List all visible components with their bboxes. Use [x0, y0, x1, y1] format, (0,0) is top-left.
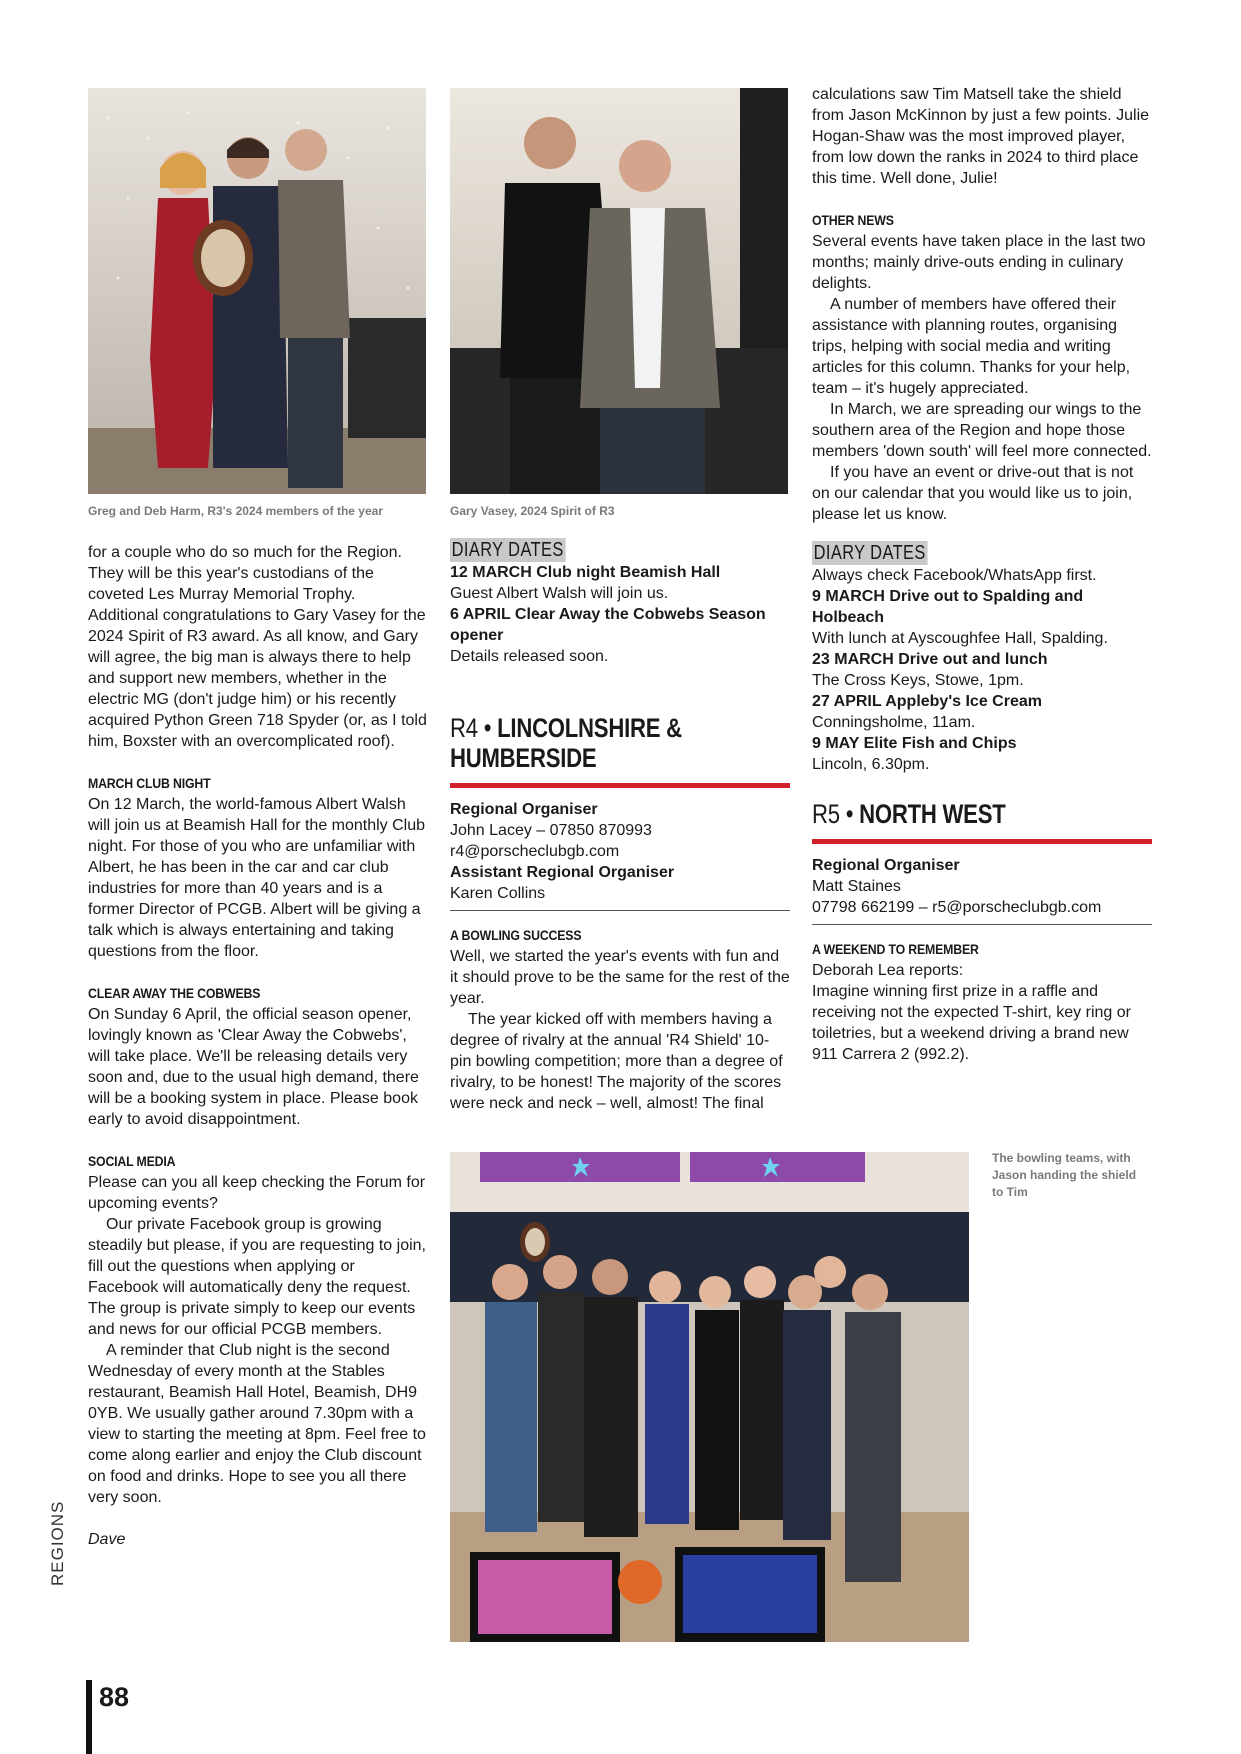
weekend-text-1: Deborah Lea reports:	[812, 962, 964, 979]
column-left	[88, 542, 428, 1550]
march-club-night-heading: MARCH CLUB NIGHT	[88, 775, 211, 791]
cobwebs-heading: CLEAR AWAY THE COBWEBS	[88, 985, 261, 1001]
column-middle	[450, 538, 790, 1114]
r4-organiser-label: Regional Organiser	[450, 801, 598, 818]
other-news-text-2: A number of members have offered their assistance with planning routes, organising trips, helping with social media and writing articles for this column. Thanks for your help, team – it's hugely appreciated.	[812, 296, 1131, 397]
other-news-heading: OTHER NEWS	[812, 212, 894, 228]
bowling-text-1: Well, we started the year's events with fun and it should prove to be the same for the rest of the year.	[450, 948, 790, 1007]
r4-assistant-name: Karen Collins	[450, 885, 546, 902]
diary-item-text: Details released soon.	[450, 648, 609, 665]
diary-item-title: 12 MARCH Club night Beamish Hall	[450, 564, 721, 581]
social-media-text-3: A reminder that Club night is the second Wednesday of every month at the Stables restaurant, Beamish Hall Hotel, Beamish, DH9 0YB. We usually gather around 7.30pm with a view to starting the meeting at 8pm. Feel free to come along earlier and enjoy the Club discount on food and drinks. Hope to see you all there very soon.	[88, 1342, 426, 1506]
social-media-text-1: Please can you all keep checking the Forum for upcoming events?	[88, 1174, 426, 1212]
diary-item-text: With lunch at Ayscoughfee Hall, Spalding.	[812, 630, 1108, 647]
diary-item-title: 9 MAY Elite Fish and Chips	[812, 735, 1017, 752]
r5-name: NORTH WEST	[859, 799, 1006, 829]
diary-item-title: 23 MARCH Drive out and lunch	[812, 651, 1048, 668]
cobwebs-text: On Sunday 6 April, the official season opener, lovingly known as 'Clear Away the Cobwebs', will take place. We'll be releasing details very soon and, due to the usual high demand, there will be a booking system in place. Please book early to avoid disappointment.	[88, 1006, 419, 1128]
diary-item-title: 9 MARCH Drive out to Spalding and Holbeach	[812, 588, 1084, 626]
diary-dates-label-r4: DIARY DATES	[813, 542, 926, 564]
r4-red-rule	[450, 783, 790, 788]
photo3-caption: The bowling teams, with Jason handing the shield to Tim	[992, 1151, 1137, 1199]
r5-thin-rule	[812, 924, 1152, 925]
other-news-text-3: In March, we are spreading our wings to the southern area of the Region and hope those members 'down south' will feel more connected.	[812, 401, 1152, 460]
r5-organiser-contact: 07798 662199 – r5@porscheclubgb.com	[812, 899, 1102, 916]
r4-assistant-label: Assistant Regional Organiser	[450, 864, 675, 881]
diary-dates-label-r3: DIARY DATES	[451, 539, 564, 561]
page-number: 88	[99, 1682, 130, 1712]
r5-heading	[812, 799, 1091, 829]
r4-organiser-line: John Lacey – 07850 870993	[450, 822, 652, 839]
section-side-label: REGIONS	[48, 1500, 67, 1586]
other-news-text-1: Several events have taken place in the last two months; mainly drive-outs ending in culinary delights.	[812, 233, 1146, 292]
r4-heading	[450, 713, 729, 773]
photo-award-presentation	[88, 88, 426, 494]
r4-number: R4 •	[450, 713, 492, 743]
r5-number: R5 •	[812, 799, 854, 829]
social-media-heading: SOCIAL MEDIA	[88, 1153, 176, 1169]
social-media-text-2: Our private Facebook group is growing steadily but please, if you are requesting to join, fill out the questions when applying or Facebook will automatically deny the request. The group is private simply to keep our events and news for our official PCGB members.	[88, 1216, 426, 1338]
bowling-text-2: The year kicked off with members having a degree of rivalry at the annual 'R4 Shield' 10-pin bowling competition; more than a degree of rivalry, to be honest! The majority of the scores were neck and neck – well, almost! The final	[450, 1011, 783, 1112]
diary-item-text: Lincoln, 6.30pm.	[812, 756, 930, 773]
photo1-caption: Greg and Deb Harm, R3's 2024 members of the year	[88, 504, 383, 518]
bowling-heading: A BOWLING SUCCESS	[450, 927, 582, 943]
march-club-night-text: On 12 March, the world-famous Albert Walsh will join us at Beamish Hall for the monthly Club night. For those of you who are unfamiliar with Albert, he has been in the car and car club industries for more than 40 years and is a former Director of PCGB. Albert will be giving a talk which is always entertaining and taking questions from the floor.	[88, 796, 426, 960]
photo-gary-vasey	[450, 88, 788, 494]
diary-item-title: 6 APRIL Clear Away the Cobwebs Season opener	[450, 606, 766, 644]
weekend-text-2: Imagine winning first prize in a raffle and receiving not the expected T-shirt, key ring or toiletries, but a weekend driving a brand new 911 Carrera 2 (992.2).	[812, 983, 1131, 1063]
r5-red-rule	[812, 839, 1152, 844]
r4-thin-rule	[450, 910, 790, 911]
column-right	[812, 84, 1152, 1065]
diary-item-text: Guest Albert Walsh will join us.	[450, 585, 669, 602]
other-news-text-4: If you have an event or drive-out that is not on our calendar that you would like us to join, please let us know.	[812, 464, 1134, 523]
diary-intro: Always check Facebook/WhatsApp first.	[812, 567, 1097, 584]
photo-bowling-teams	[450, 1152, 969, 1642]
r3-intro-text: for a couple who do so much for the Region. They will be this year's custodians of the coveted Les Murray Memorial Trophy. Additional congratulations to Gary Vasey for the 2024 Spirit of R3 award. As all know, and Gary will agree, the big man is always there to help and support new members, whether in the electric MG (don't judge him) or his recently acquired Python Green 718 Spyder (or, as I told him, Boxster with an overcomplicated roof).	[88, 544, 427, 750]
diary-item-text: The Cross Keys, Stowe, 1pm.	[812, 672, 1024, 689]
r4-organiser-email: r4@porscheclubgb.com	[450, 843, 620, 860]
photo2-caption: Gary Vasey, 2024 Spirit of R3	[450, 504, 615, 518]
r4-name: LINCOLNSHIRE & HUMBERSIDE	[450, 713, 682, 773]
diary-item-text: Conningsholme, 11am.	[812, 714, 976, 731]
r5-organiser-name: Matt Staines	[812, 878, 901, 895]
diary-item-title: 27 APRIL Appleby's Ice Cream	[812, 693, 1042, 710]
page-number-bar	[86, 1680, 92, 1754]
bowling-continued-text: calculations saw Tim Matsell take the shield from Jason McKinnon by just a few points. Julie Hogan-Shaw was the most improved player, from low down the ranks in 2024 to third place this time. Well done, Julie!	[812, 86, 1150, 187]
r5-organiser-label: Regional Organiser	[812, 857, 960, 874]
weekend-heading: A WEEKEND TO REMEMBER	[812, 941, 979, 957]
signoff: Dave	[88, 1531, 126, 1548]
